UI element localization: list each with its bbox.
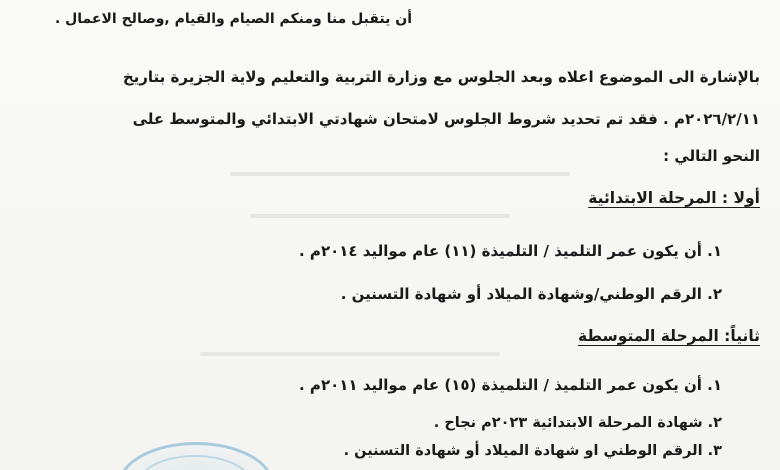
- list-item: ٢. شهادة المرحلة الابتدائية ٢٠٢٣م نجاح .: [433, 415, 722, 431]
- list-item: ٢. الرقم الوطني/وشهادة الميلاد أو شهادة التسنين .: [340, 285, 722, 303]
- section-heading-intermediate: ثانياً: المرحلة المتوسطة: [578, 327, 760, 345]
- faded-text-line: [250, 214, 510, 218]
- faded-text-line: [200, 352, 500, 356]
- official-stamp: [118, 442, 274, 470]
- paragraph-line-1: بالإشارة الى الموضوع اعلاه وبعد الجلوس مع وزارة التربية والتعليم ولاية الجزيرة بتاريخ: [122, 68, 760, 86]
- stamp-inner-ring: [137, 455, 253, 470]
- list-item: ١. أن يكون عمر التلميذ / التلميذة (١١) عام مواليد ٢٠١٤م .: [299, 242, 722, 260]
- intro-line: أن يتقبل منا ومنكم الصيام والقيام ,وصالح الاعمال .: [54, 11, 412, 27]
- paragraph-line-2: ٢٠٢٦/٢/١١م . فقد تم تحديد شروط الجلوس لامتحان شهادتي الابتدائي والمتوسط على: [132, 110, 760, 128]
- list-item: ١. أن يكون عمر التلميذ / التلميذة (١٥) عام مواليد ٢٠١١م .: [299, 376, 722, 394]
- section-heading-primary: أولا : المرحلة الابتدائية: [588, 189, 760, 207]
- list-item: ٣. الرقم الوطني او شهادة الميلاد أو شهادة التسنين .: [343, 443, 722, 459]
- paragraph-line-3: النحو التالي :: [663, 147, 760, 165]
- faded-text-line: [230, 172, 570, 176]
